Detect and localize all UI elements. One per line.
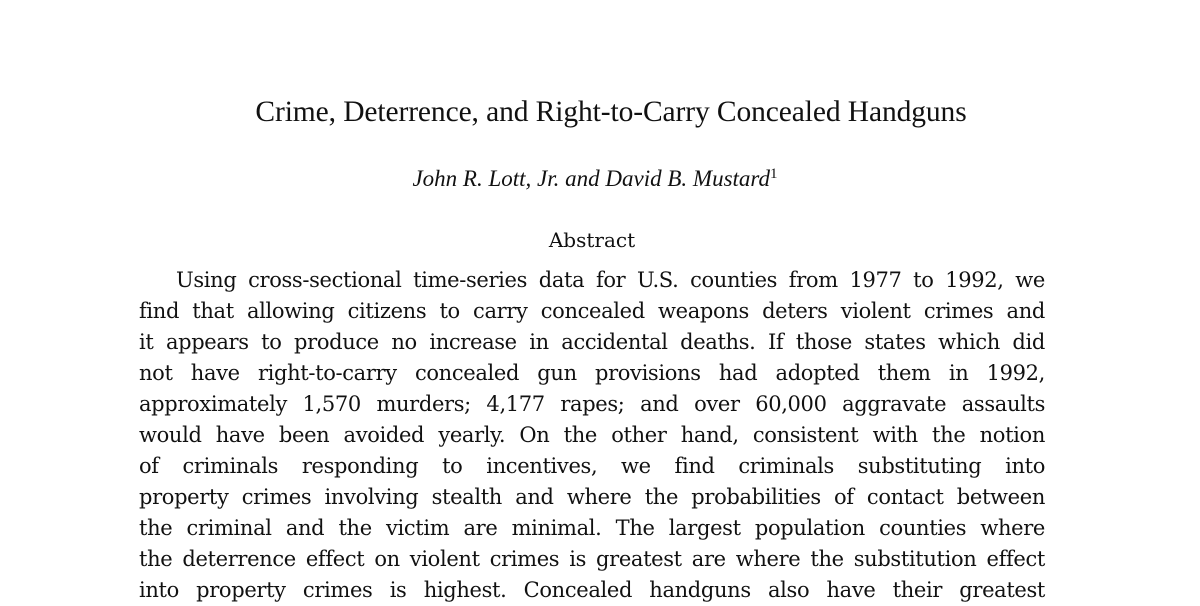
abstract-line: the deterrence effect on violent crimes is greatest are where the substitution effect <box>139 547 1045 571</box>
abstract-line: Using cross-sectional time-series data for U.S. counties from 1977 to 1992, we <box>176 268 1045 292</box>
paper-title: Crime, Deterrence, and Right-to-Carry Concealed Handguns <box>255 96 967 128</box>
abstract-line: of criminals responding to incentives, we find criminals substituting into <box>139 454 1045 478</box>
abstract-body <box>139 265 1045 606</box>
abstract-line: approximately 1,570 murders; 4,177 rapes; and over 60,000 aggravate assaults <box>139 392 1045 416</box>
abstract-line: it appears to produce no increase in accidental deaths. If those states which did <box>139 330 1045 354</box>
abstract-line: would have been avoided yearly. On the other hand, consistent with the notion <box>139 423 1045 447</box>
abstract-line: the criminal and the victim are minimal. The largest population counties where <box>139 516 1045 540</box>
abstract-line: not have right-to-carry concealed gun provisions had adopted them in 1992, <box>139 361 1045 385</box>
footnote-marker: 1 <box>770 166 778 182</box>
author-line <box>0 164 1190 197</box>
abstract-line: find that allowing citizens to carry concealed weapons deters violent crimes and <box>139 299 1045 323</box>
abstract-heading: Abstract <box>548 228 636 252</box>
authors: John R. Lott, Jr. and David B. Mustard <box>412 166 771 191</box>
abstract-line: into property crimes is highest. Concealed handguns also have their greatest <box>139 578 1045 602</box>
abstract-line: property crimes involving stealth and where the probabilities of contact between <box>139 485 1045 509</box>
